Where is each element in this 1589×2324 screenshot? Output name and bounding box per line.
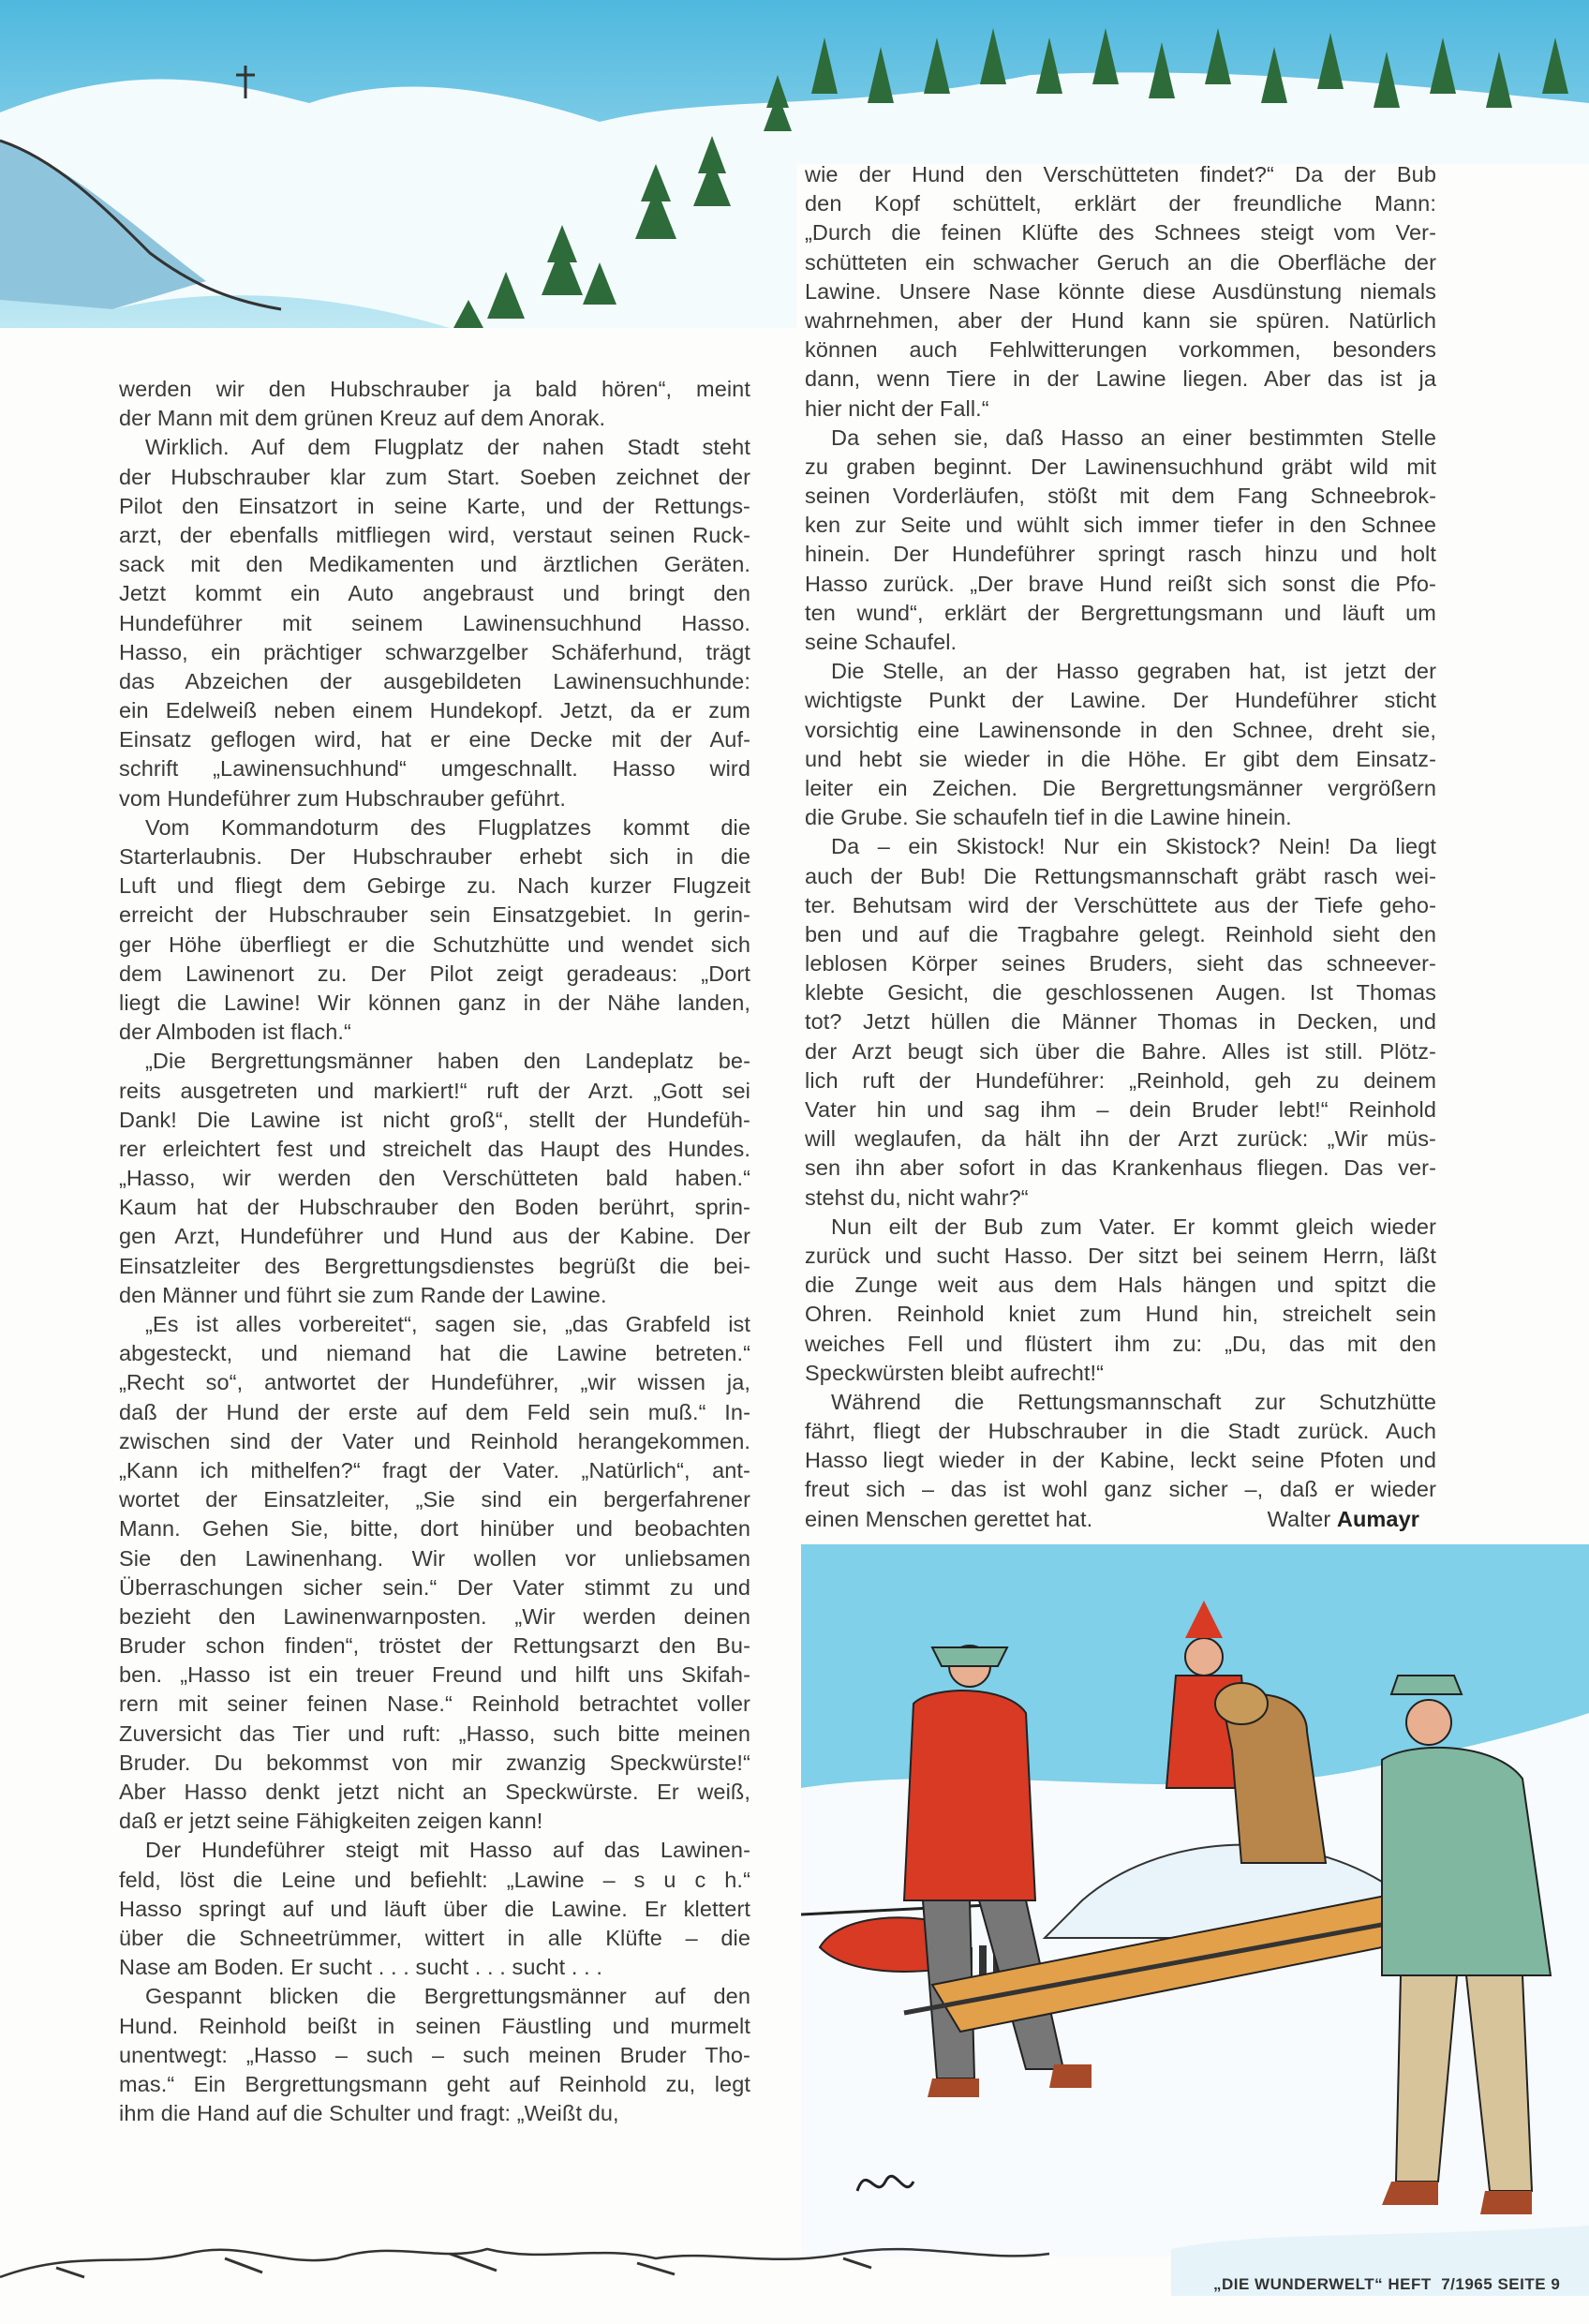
text-line: Da sehen sie, daß Hasso an einer bestimmten Stelle [831,425,1436,450]
text-line: können auch Fehlwitterungen vorkommen, besonders [805,337,1436,363]
text-line: tot? Jetzt hüllen die Männer Thomas in Decken, und [805,1009,1436,1035]
text-line: über die Schneetrümmer, wittert in alle Klüfte – die [119,1925,750,1950]
text-line: Hundeführer mit seinem Lawinensuchhund Hasso. [119,610,750,635]
text-line: Dank! Die Lawine ist nicht groß“, stellt der Hundefüh- [119,1107,750,1132]
text-line: leblosen Körper seines Bruders, sieht das schneever- [805,951,1436,976]
text-line: ten wund“, erklärt der Bergrettungsmann und läuft um [805,600,1436,625]
text-line: Ohren. Reinhold kniet zum Hund hin, streichelt sein [805,1302,1436,1327]
text-line: Speckwürsten bleibt aufrecht!“ [805,1360,1105,1385]
text-line: Mann. Gehen Sie, bitte, dort hinüber und beobachten [119,1516,750,1542]
text-line: zwischen sind der Vater und Reinhold herangekommen. [119,1428,750,1453]
text-line: auch der Bub! Die Rettungsmannschaft gräbt rasch wei- [805,863,1436,888]
text-line: Einsatzleiter des Bergrettungsdienstes begrüßt die bei- [119,1253,750,1278]
text-line: „Kann ich mithelfen?“ fragt der Vater. „Natürlich“, ant- [119,1457,750,1482]
text-line: daß er jetzt seine Fähigkeiten zeigen kann! [119,1809,543,1834]
text-line: Nun eilt der Bub zum Vater. Er kommt gleich wieder [831,1214,1436,1239]
text-line: Während die Rettungsmannschaft zur Schutzhütte [831,1389,1436,1414]
text-line: Einsatz geflogen wird, hat er eine Decke mit der Auf- [119,727,750,752]
text-line: hier nicht der Fall.“ [805,395,989,421]
text-line: den Kopf schüttelt, erklärt der freundliche Mann: [805,191,1436,216]
text-line: abgesteckt, und niemand hat die Lawine betreten.“ [119,1341,750,1366]
text-line: „Hasso, wir werden den Verschütteten bald haben.“ [119,1166,750,1191]
text-line: Kaum hat der Hubschrauber den Boden berührt, sprin- [119,1195,750,1220]
issue-number: 7/1965 [1441,2275,1493,2293]
text-line: vorsichtig eine Lawinensonde in den Schnee, dreht sie, [805,717,1436,742]
text-line: und hebt sie wieder in die Höhe. Er gibt dem Einsatz- [805,746,1436,771]
text-line: die Grube. Sie schaufeln tief in die Lawine hinein. [805,805,1292,830]
page-label: SEITE [1497,2275,1547,2293]
text-line: Vater hin und sag ihm – dein Bruder lebt!“ Reinhold [805,1097,1436,1122]
text-line: Hasso zurück. „Der brave Hund reißt sich sonst die Pfo- [805,571,1436,596]
text-line: hinein. Der Hundeführer springt rasch hinzu und holt [805,542,1436,567]
text-line: Der Hundeführer steigt mit Hasso auf das Lawinen- [145,1838,750,1863]
text-line: Gespannt blicken die Bergrettungsmänner auf den [145,1984,750,2009]
text-line: freut sich – das ist wohl ganz sicher –, daß er wieder [805,1477,1436,1502]
text-line: den Männer und führt sie zum Rande der Lawine. [119,1282,607,1307]
text-line: Bruder. Du bekommst von mir zwanzig Speckwürste!“ [119,1750,750,1775]
text-line: ben. „Hasso ist ein treuer Freund und hilft uns Skifah- [119,1662,750,1688]
page-footer [1213,2275,1560,2294]
text-line: „Es ist alles vorbereitet“, sagen sie, „das Grabfeld ist [145,1312,750,1336]
text-line: der Mann mit dem grünen Kreuz auf dem Anorak. [119,406,606,431]
text-line: daß der Hund der erste auf dem Feld sein muß.“ In- [119,1399,750,1424]
text-line: lich ruft der Hundeführer: „Reinhold, geh zu deinem [805,1067,1436,1093]
text-line: Wirklich. Auf dem Flugplatz der nahen Stadt steht [145,435,750,460]
text-line: seine Schaufel. [805,630,958,654]
text-line: Vom Kommandoturm des Flugplatzes kommt die [145,814,750,840]
text-line: Hasso, ein prächtiger schwarzgelber Schäferhund, trägt [119,639,750,664]
text-line: ken zur Seite und wühlt sich immer tiefer in den Schnee [805,513,1436,538]
text-line: gen Arzt, Hundeführer und Hund aus der Kabine. Der [119,1224,750,1249]
text-line: Bruder schon finden“, tröstet der Rettungsarzt den Bu- [119,1633,750,1659]
text-line: rer erleichtert fest und streichelt das Haupt des Hundes. [119,1136,750,1161]
text-line: Hasso liegt wieder in der Kabine, leckt seine Pfoten und [805,1448,1436,1473]
rescue-scene-illustration [801,1544,1589,2257]
text-line: unentwegt: „Hasso – such – such meinen Bruder Tho- [119,2042,750,2067]
text-line: zurück und sucht Hasso. Der sitzt bei seinem Herrn, läßt [805,1243,1436,1268]
text-line: ihm die Hand auf die Schulter und fragt: „Weißt du, [119,2101,619,2126]
author-byline [1268,1505,1419,1534]
text-line: wie der Hund den Verschütteten findet?“ Da der Bub [805,162,1436,186]
text-line: sack mit den Medikamenten und ärztlichen Geräten. [119,552,750,577]
text-line: der Arzt beugt sich über die Bahre. Alles ist still. Plötz- [805,1038,1436,1064]
text-line: Überraschungen sicher sein.“ Der Vater stimmt zu und [119,1574,750,1600]
text-line: schrift „Lawinensuchhund“ umgeschnallt. Hasso wird [119,756,750,782]
text-line: Jetzt kommt ein Auto angebraust und bringt den [119,581,750,606]
text-line: Lawine. Unsere Nase könnte diese Ausdünstung niemals [805,278,1436,304]
text-line: fährt, fliegt der Hubschrauber in die Stadt zurück. Auch [805,1419,1436,1444]
text-line: ein Edelweiß neben einem Hundekopf. Jetzt, da er zum [119,698,750,723]
text-line: erreicht der Hubschrauber sein Einsatzgebiet. In gerin- [119,902,750,928]
text-line: wortet der Einsatzleiter, „Sie sind ein bergerfahrener [119,1487,750,1512]
text-line: bezieht den Lawinenwarnposten. „Wir werden deinen [119,1603,750,1629]
text-line: dann, wenn Tiere in der Lawine liegen. Aber das ist ja [805,366,1436,392]
text-line: Hund. Reinhold beißt in seinen Fäustling und murmelt [119,2013,750,2038]
magazine-name: „DIE WUNDERWELT“ [1213,2275,1384,2293]
text-line: Nase am Boden. Er sucht . . . sucht . . . sucht . . . [119,1955,602,1980]
text-line: sen ihn aber sofort in das Krankenhaus fliegen. Das ver- [805,1155,1436,1181]
text-line-content: einen Menschen gerettet hat. [805,1506,1093,1531]
text-line: stehst du, nicht wahr?“ [805,1184,1029,1210]
text-line: Zuversicht das Tier und ruft: „Hasso, such bitte meinen [119,1721,750,1746]
text-line: wichtigste Punkt der Lawine. Der Hundeführer sticht [805,688,1436,713]
text-line: weiches Fell und flüstert ihm zu: „Du, das mit den [805,1331,1436,1356]
text-line: klebte Gesicht, die geschlossenen Augen. Ist Thomas [805,980,1436,1006]
text-line: Luft und fliegt dem Gebirge zu. Nach kurzer Flugzeit [119,873,750,899]
text-line: Da – ein Skistock! Nur ein Skistock? Nein! Da liegt [831,834,1436,859]
text-line: leiter ein Zeichen. Die Bergrettungsmänner vergrößern [805,775,1436,800]
text-column-left [119,375,750,2128]
text-line: reits ausgetreten und markiert!“ ruft der Arzt. „Gott sei [119,1078,750,1103]
text-line: ter. Behutsam wird der Verschüttete aus der Tiefe geho- [805,892,1436,917]
text-line: das Abzeichen der ausgebildeten Lawinensuchhunde: [119,668,750,693]
text-line: Die Stelle, an der Hasso gegraben hat, ist jetzt der [831,659,1436,684]
text-line: zu graben beginnt. Der Lawinensuchhund gräbt wild mit [805,454,1436,479]
text-line: die Zunge weit aus dem Hals hängen und spitzt die [805,1273,1436,1298]
text-line: „Recht so“, antwortet der Hundeführer, „wir wissen ja, [119,1370,750,1395]
text-line: vom Hundeführer zum Hubschrauber geführt. [119,785,566,811]
text-line: Aber Hasso denkt jetzt nicht an Speckwürste. Er weiß, [119,1780,750,1804]
text-line: feld, löst die Leine und befiehlt: „Lawine – s u c h.“ [119,1867,750,1892]
text-line: schütteten ein schwacher Geruch an die Oberfläche der [805,249,1436,275]
text-line: ger Höhe überfliegt er die Schutzhütte und wendet sich [119,931,750,957]
text-line: rern mit seiner feinen Nase.“ Reinhold betrachtet voller [119,1691,750,1717]
text-line: „Durch die feinen Klüfte des Schnees steigt vom Ver- [805,220,1436,246]
issue-label: HEFT [1388,2275,1432,2293]
text-line: liegt die Lawine! Wir können ganz in der Nähe landen, [119,990,750,1015]
text-line: ben und auf die Tragbahre gelegt. Reinhold sieht den [805,921,1436,946]
text-line: der Almboden ist flach.“ [119,1020,351,1045]
text-line: werden wir den Hubschrauber ja bald hören“, meint [119,377,750,401]
text-line [805,1505,1436,1534]
author-last-name: Aumayr [1336,1506,1419,1531]
text-line: dem Lawinenort zu. Der Pilot zeigt geradeaus: „Dort [119,961,750,986]
text-line: Pilot den Einsatzort in seine Karte, und der Rettungs- [119,493,750,518]
text-line: Hasso springt auf und läuft über die Lawine. Er klettert [119,1896,750,1921]
text-line: wahrnehmen, aber der Hund kann sie spüren. Natürlich [805,307,1436,333]
page-number: 9 [1551,2275,1561,2293]
text-column-right [805,160,1436,1534]
author-first-name: Walter [1267,1506,1331,1531]
text-line: mas.“ Ein Bergrettungsmann geht auf Reinhold zu, legt [119,2071,750,2096]
text-line: arzt, der ebenfalls mitfliegen wird, verstaut seinen Ruck- [119,522,750,547]
text-line: „Die Bergrettungsmänner haben den Landeplatz be- [145,1049,750,1074]
text-line: will weglaufen, da hält ihn der Arzt zurück: „Wir müs- [805,1126,1436,1152]
text-line: seinen Vorderläufen, stößt mit dem Fang Schneebrok- [805,484,1436,509]
text-line: Starterlaubnis. Der Hubschrauber erhebt sich in die [119,844,750,869]
text-line: der Hubschrauber klar zum Start. Soeben zeichnet der [119,464,750,489]
text-line: Sie den Lawinenhang. Wir wollen vor unliebsamen [119,1545,750,1571]
